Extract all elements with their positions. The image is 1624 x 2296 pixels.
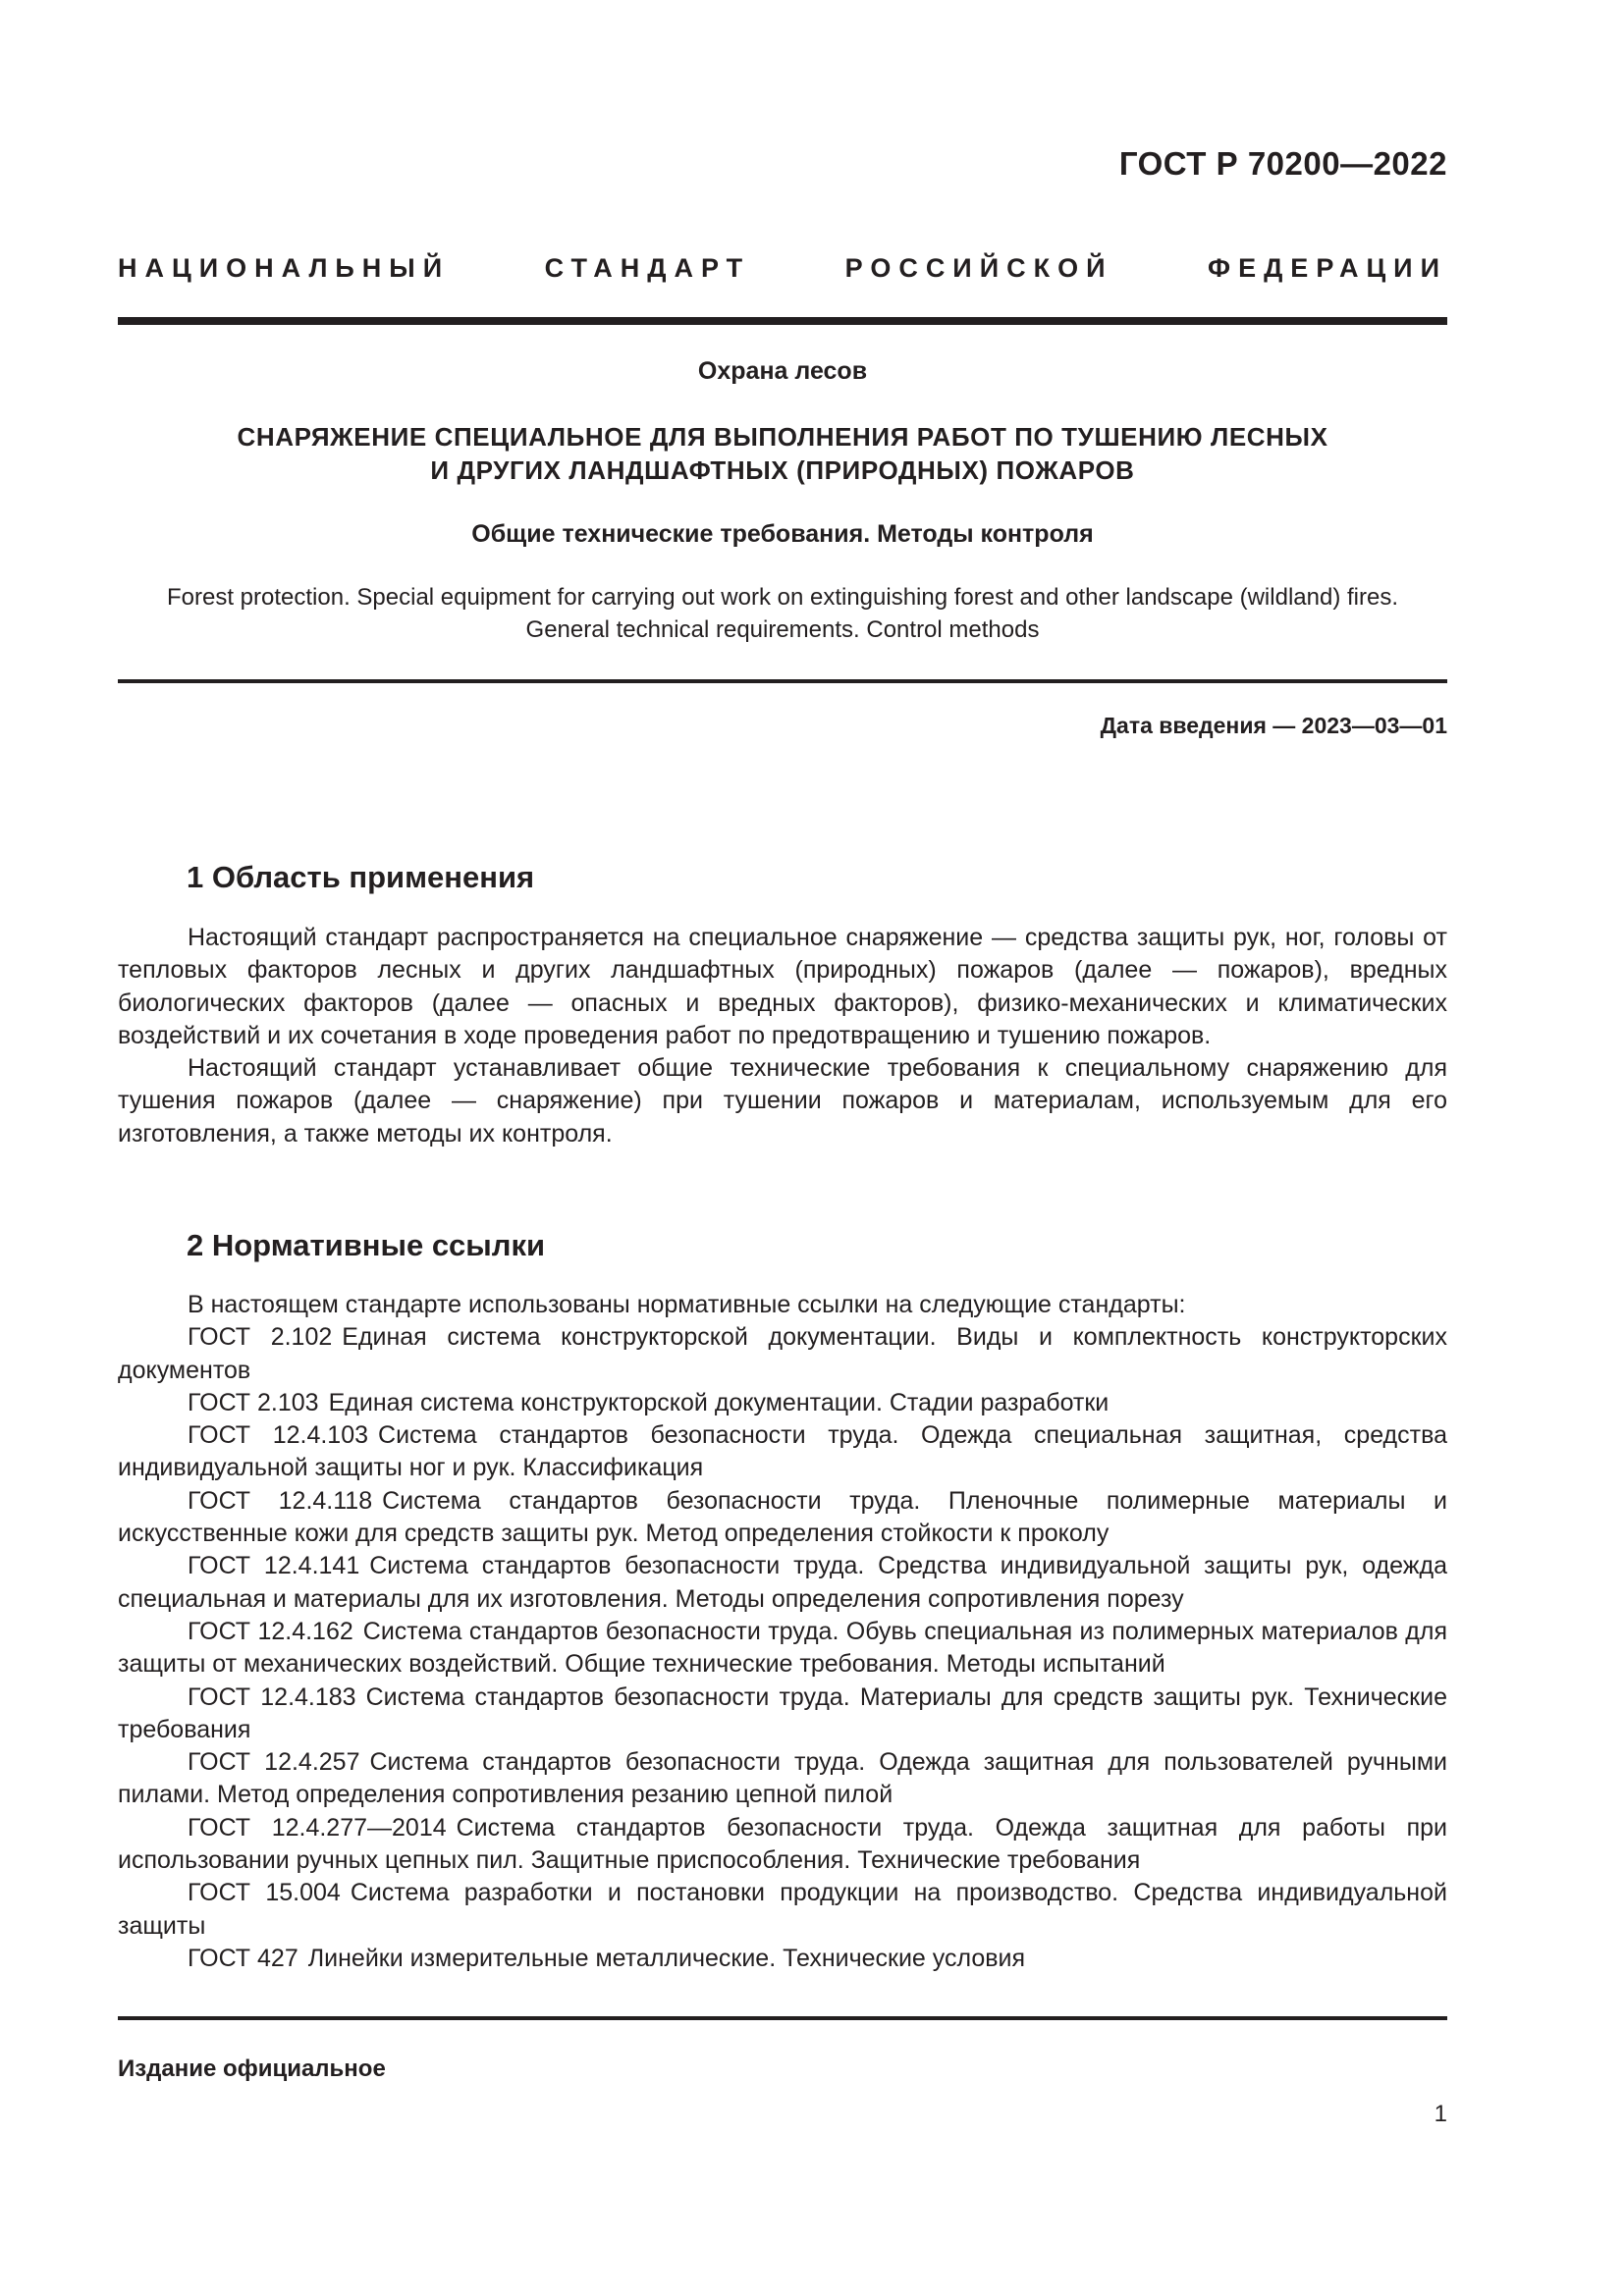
reference-text: Система стандартов безопасности труда. Одежда защитная для пользователей ручными пилами. Метод определения сопротивления резанию цепной пилой: [118, 1748, 1448, 1809]
reference-code: ГОСТ 15.004: [188, 1879, 341, 1907]
reference-code: ГОСТ 2.102: [188, 1323, 333, 1352]
national-standard-label: НАЦИОНАЛЬНЫЙ СТАНДАРТ РОССИЙСКОЙ ФЕДЕРАЦИИ: [118, 253, 1447, 283]
english-title-line-1: Forest protection. Special equipment for carrying out work on extinguishing forest and other landscape (wildland) fires.: [167, 584, 1398, 611]
page-number: 1: [1434, 2101, 1447, 2127]
standard-title: [118, 420, 1447, 487]
title-rule: [118, 679, 1447, 683]
reference-item: [118, 1682, 1447, 1747]
reference-text: Система стандартов безопасности труда. Одежда защитная для работы при использовании ручных цепных пил. Защитные приспособления. Технические требования: [118, 1813, 1447, 1875]
section-2-heading: 2 Нормативные ссылки: [187, 1228, 546, 1262]
reference-text: Линейки измерительные металлические. Технические условия: [307, 1944, 1026, 1972]
standard-subject: Охрана лесов: [697, 357, 868, 385]
reference-code: ГОСТ 12.4.118: [188, 1486, 373, 1515]
standard-subtitle: Общие технические требования. Методы контроля: [471, 520, 1094, 548]
reference-code: ГОСТ 2.103: [188, 1388, 319, 1416]
reference-item: [118, 1550, 1447, 1616]
reference-item: [118, 1419, 1447, 1485]
section-1-heading: 1 Область применения: [187, 860, 535, 894]
reference-code: ГОСТ 12.4.141: [188, 1552, 360, 1580]
reference-item: [118, 1877, 1447, 1943]
reference-code: ГОСТ 12.4.103: [188, 1421, 369, 1450]
reference-code: ГОСТ 12.4.257: [188, 1748, 360, 1777]
section-2-body: [118, 1289, 1447, 1975]
section-1-paragraph: Настоящий стандарт устанавливает общие технические требования к специальному снаряжению для тушения пожаров (далее — снаряжение) при тушении пожаров и материалам, используемым для его изготовления, а также методы их контроля.: [118, 1054, 1447, 1148]
reference-text: Система стандартов безопасности труда. Обувь специальная из полимерных материалов для защиты от механических воздействий. Общие технические требования. Методы испытаний: [118, 1617, 1447, 1679]
footer-rule: [118, 2016, 1447, 2020]
reference-item: [118, 1943, 1447, 1975]
standard-title-line-1: СНАРЯЖЕНИЕ СПЕЦИАЛЬНОЕ ДЛЯ ВЫПОЛНЕНИЯ РАБОТ ПО ТУШЕНИЮ ЛЕСНЫХ: [237, 422, 1328, 452]
reference-item: [118, 1485, 1447, 1551]
reference-text: Система стандартов безопасности труда. Одежда специальная защитная, средства индивидуальной защиты ног и рук. Классификация: [118, 1421, 1447, 1482]
document-number: ГОСТ Р 70200—2022: [1118, 145, 1447, 182]
introduction-date: Дата введения — 2023—03—01: [1100, 713, 1447, 738]
reference-item: [118, 1616, 1447, 1682]
reference-code: ГОСТ 12.4.162: [188, 1617, 353, 1645]
reference-item: [118, 1746, 1447, 1812]
reference-code: ГОСТ 12.4.183: [188, 1682, 356, 1711]
reference-item: [118, 1321, 1447, 1387]
header-rule: [118, 317, 1447, 325]
reference-text: Система стандартов безопасности труда. Материалы для средств защиты рук. Технические требования: [118, 1682, 1447, 1743]
reference-text: Система стандартов безопасности труда. Средства индивидуальной защиты рук, одежда специальная и материалы для их изготовления. Методы определения сопротивления порезу: [118, 1552, 1447, 1613]
reference-text: Единая система конструкторской документации. Стадии разработки: [328, 1388, 1110, 1416]
section-1-paragraph: Настоящий стандарт распространяется на специальное снаряжение — средства защиты рук, ног, головы от тепловых факторов лесных и других ландшафтных (природных) пожаров (далее — пожаров), вредных биологических факторов (далее — опасных и вредных факторов), физико-механических и климатических воздействий и их сочетания в ходе проведения работ по предотвращению и тушению пожаров.: [118, 924, 1447, 1049]
standard-title-line-2: И ДРУГИХ ЛАНДШАФТНЫХ (ПРИРОДНЫХ) ПОЖАРОВ: [430, 455, 1135, 485]
reference-text: Единая система конструкторской документации. Виды и комплектность конструкторских документов: [118, 1323, 1447, 1384]
english-title-line-2: General technical requirements. Control methods: [525, 616, 1040, 643]
reference-code: ГОСТ 12.4.277—2014: [188, 1813, 447, 1842]
references-intro: В настоящем стандарте использованы нормативные ссылки на следующие стандарты:: [188, 1291, 1186, 1318]
reference-code: ГОСТ 427: [188, 1944, 298, 1972]
reference-item: [118, 1812, 1447, 1878]
section-1-body: [118, 922, 1447, 1150]
reference-text: Система стандартов безопасности труда. Пленочные полимерные материалы и искусственные кожи для средств защиты рук. Метод определения стойкости к проколу: [118, 1486, 1448, 1548]
reference-item: [118, 1387, 1447, 1419]
official-edition-label: Издание официальное: [118, 2056, 386, 2082]
english-title: [118, 581, 1447, 646]
reference-text: Система разработки и постановки продукции на производство. Средства индивидуальной защиты: [118, 1879, 1447, 1940]
